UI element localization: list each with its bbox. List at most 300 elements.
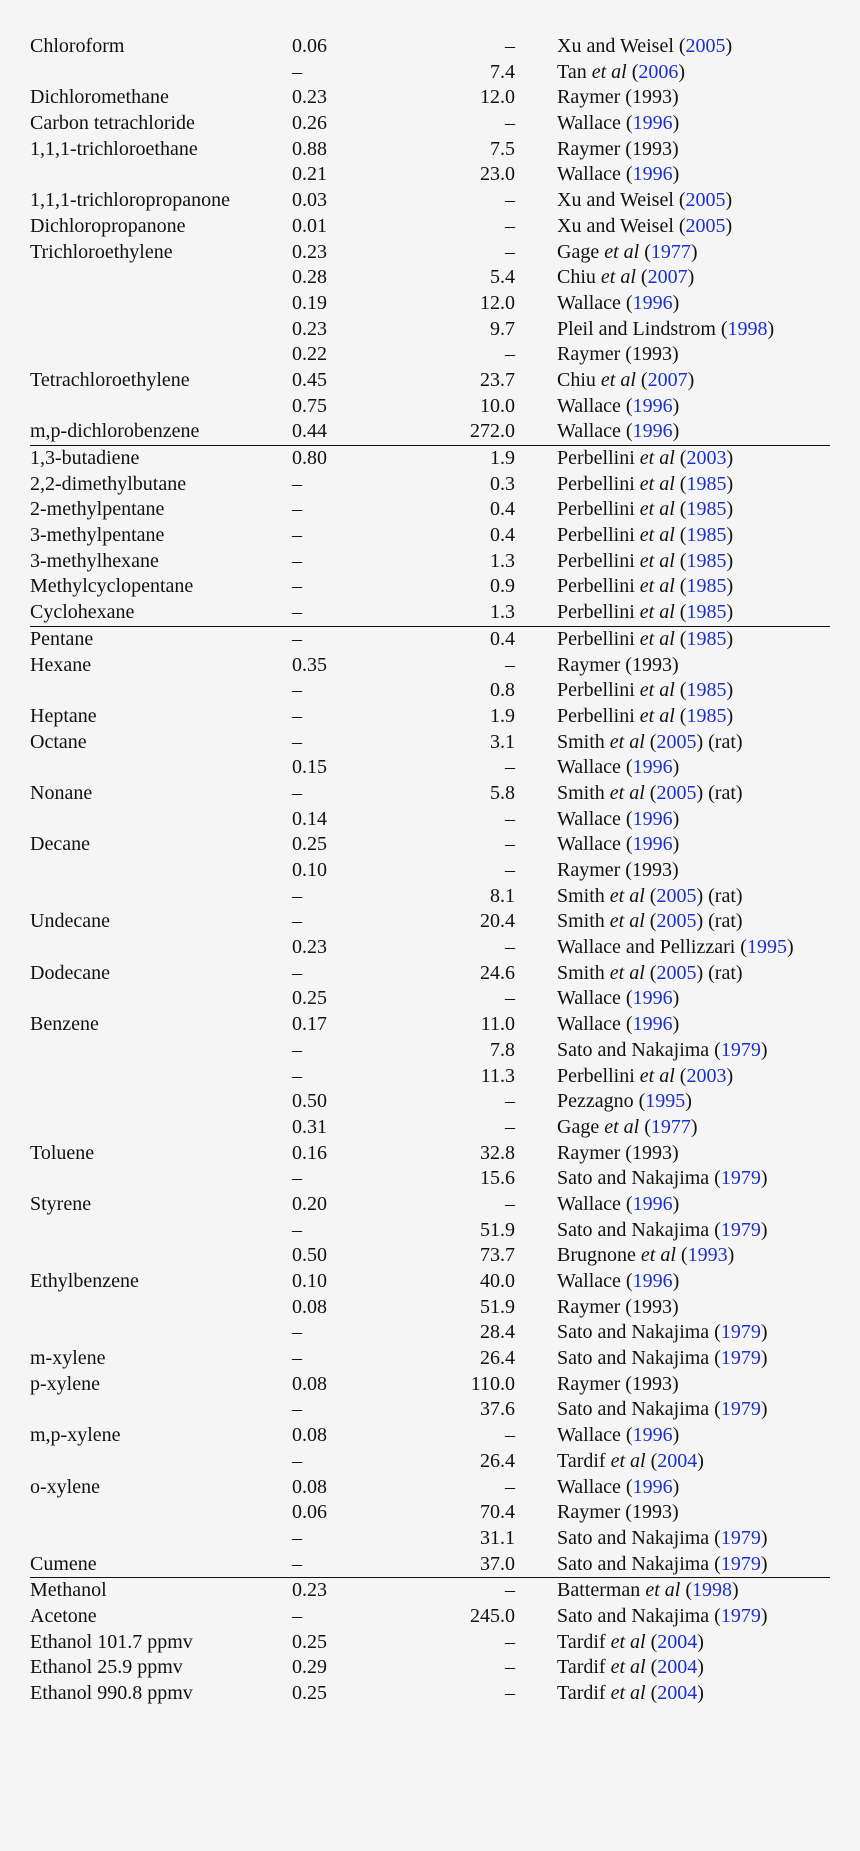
reference-year-link[interactable]: 2005: [685, 35, 726, 57]
reference-year-link[interactable]: 1979: [720, 1526, 761, 1549]
compound-name-cell: Cumene: [30, 1552, 97, 1575]
reference-authors: Wallace (: [557, 394, 633, 417]
reference-year-link[interactable]: 1979: [720, 1321, 761, 1344]
reference-year-link[interactable]: 2004: [657, 1682, 698, 1704]
value-a-cell: 0.26: [292, 112, 327, 135]
reference-cell: [557, 1500, 679, 1526]
reference-authors: Wallace and Pellizzari (: [557, 936, 747, 959]
table-row: [30, 832, 830, 858]
reference-cell: [557, 1320, 768, 1346]
reference-cell: [557, 781, 743, 807]
reference-year-link[interactable]: 1985: [686, 704, 727, 727]
reference-cell: [557, 446, 733, 472]
value-a-cell: 0.28: [292, 266, 327, 289]
reference-year-link[interactable]: 1985: [686, 549, 727, 572]
reference-year-link[interactable]: 1996: [632, 1424, 673, 1447]
reference-et-al: et al: [639, 447, 675, 469]
compound-name-cell: Pentane: [30, 627, 94, 650]
reference-open-paren: (: [674, 679, 687, 702]
reference-cell: [557, 137, 679, 163]
reference-authors: Wallace (: [557, 420, 633, 443]
reference-open-paren: (: [674, 704, 687, 727]
reference-cell: [557, 1295, 679, 1321]
reference-suffix: ): [672, 1424, 680, 1447]
reference-authors: Raymer (1993): [557, 1501, 679, 1524]
table-row: [30, 986, 830, 1012]
reference-suffix: ): [760, 1347, 768, 1370]
table-row: [30, 188, 830, 214]
reference-suffix: ): [760, 1604, 768, 1627]
reference-authors: Raymer (1993): [557, 343, 679, 366]
reference-cell: [557, 472, 733, 498]
reference-open-paren: (: [674, 627, 687, 650]
reference-cell: [557, 653, 679, 679]
value-a-cell: 0.08: [292, 1372, 327, 1395]
reference-year-link[interactable]: 1995: [746, 936, 787, 959]
reference-year-link[interactable]: 1979: [720, 1552, 761, 1575]
value-a-cell: 0.17: [292, 1013, 327, 1036]
reference-year-link[interactable]: 1977: [650, 1115, 691, 1138]
reference-year-link[interactable]: 2005: [656, 730, 697, 753]
compound-name-cell: Methylcyclopentane: [30, 575, 194, 598]
value-a-cell: 0.03: [292, 189, 327, 212]
value-b-cell: 23.7: [480, 368, 515, 391]
reference-open-paren: (: [680, 1579, 692, 1602]
reference-et-al: et al: [639, 498, 675, 521]
reference-authors: Perbellini: [557, 447, 640, 469]
reference-cell: [557, 1372, 679, 1398]
reference-et-al: et al: [640, 1244, 676, 1267]
value-b-cell: 1.9: [490, 704, 515, 727]
reference-suffix: ): [726, 601, 734, 624]
value-b-cell: –: [505, 1579, 515, 1602]
compound-name-cell: Toluene: [30, 1141, 95, 1164]
reference-year-link[interactable]: 2003: [686, 447, 727, 469]
reference-open-paren: (: [645, 1630, 658, 1653]
reference-cell: [557, 1038, 768, 1064]
reference-suffix: ): [687, 368, 695, 391]
compound-name-cell: Dodecane: [30, 961, 110, 984]
reference-year-link[interactable]: 1996: [632, 394, 673, 417]
reference-suffix: ): [726, 524, 734, 547]
value-b-cell: 5.8: [490, 781, 515, 804]
table-row: [30, 1089, 830, 1115]
value-b-cell: 31.1: [480, 1526, 515, 1549]
reference-authors: Perbellini: [557, 704, 640, 727]
reference-authors: Sato and Nakajima (: [557, 1552, 721, 1575]
reference-et-al: et al: [610, 1449, 646, 1472]
value-b-cell: –: [505, 833, 515, 856]
reference-suffix: ): [786, 936, 794, 959]
value-b-cell: 0.4: [490, 627, 515, 650]
reference-cell: [557, 1655, 704, 1681]
table-row: [30, 1372, 830, 1398]
reference-et-al: et al: [609, 730, 645, 753]
reference-year-link[interactable]: 1996: [632, 1192, 673, 1215]
reference-authors: Perbellini: [557, 524, 640, 547]
table-row: [30, 1295, 830, 1321]
table-row: [30, 137, 830, 163]
reference-authors: Perbellini: [557, 627, 640, 650]
compound-name-cell: 2,2-dimethylbutane: [30, 472, 187, 495]
value-b-cell: –: [505, 987, 515, 1010]
value-a-cell: –: [292, 781, 302, 804]
value-a-cell: 0.29: [292, 1656, 327, 1679]
reference-year-link[interactable]: 2004: [657, 1449, 698, 1472]
reference-authors: Chiu: [557, 368, 601, 391]
reference-cell: [557, 419, 679, 445]
reference-year-link[interactable]: 1996: [632, 833, 673, 856]
compound-name-cell: Methanol: [30, 1579, 107, 1602]
value-a-cell: 0.44: [292, 420, 327, 443]
reference-cell: [557, 961, 743, 987]
value-b-cell: 0.8: [490, 679, 515, 702]
reference-authors: Gage: [557, 240, 605, 263]
reference-year-link[interactable]: 1996: [632, 987, 673, 1010]
reference-year-link[interactable]: 1996: [632, 1270, 673, 1292]
reference-year-link[interactable]: 1996: [632, 291, 673, 314]
reference-year-link[interactable]: 2005: [685, 189, 726, 212]
reference-year-link[interactable]: 1996: [632, 112, 673, 135]
compound-name-cell: Ethanol 990.8 ppmv: [30, 1682, 193, 1704]
table-row: [30, 1577, 830, 1604]
value-a-cell: –: [292, 472, 302, 495]
reference-suffix: ): [726, 575, 734, 598]
compound-name-cell: 1,1,1-trichloropropanone: [30, 189, 230, 212]
reference-year-link[interactable]: 1985: [686, 524, 727, 547]
reference-authors: Wallace (: [557, 1192, 633, 1215]
reference-year-link[interactable]: 1996: [632, 1013, 673, 1036]
table-row: [30, 1552, 830, 1578]
reference-authors: Tardif: [557, 1449, 611, 1472]
reference-year-link[interactable]: 1985: [686, 472, 727, 495]
value-a-cell: 0.10: [292, 1270, 327, 1292]
compound-name-cell: Chloroform: [30, 35, 125, 57]
reference-year-link[interactable]: 2007: [647, 266, 688, 289]
table-row: [30, 291, 830, 317]
value-b-cell: 70.4: [480, 1501, 515, 1524]
value-a-cell: 0.80: [292, 447, 327, 469]
value-a-cell: 0.25: [292, 1630, 327, 1653]
reference-suffix: ): [725, 35, 733, 57]
value-b-cell: 3.1: [490, 730, 515, 753]
reference-suffix: ): [672, 163, 680, 186]
reference-year-link[interactable]: 1996: [632, 807, 673, 830]
reference-cell: [557, 935, 794, 961]
reference-et-al: et al: [591, 60, 627, 83]
value-b-cell: 272.0: [470, 420, 515, 443]
value-a-cell: –: [292, 1526, 302, 1549]
reference-et-al: et al: [609, 884, 645, 907]
reference-authors: Pezzagno (: [557, 1090, 646, 1113]
reference-cell: [557, 574, 733, 600]
reference-suffix: ): [672, 112, 680, 135]
reference-year-link[interactable]: 2003: [686, 1064, 727, 1087]
reference-suffix: ): [726, 627, 734, 650]
reference-suffix: ): [760, 1398, 768, 1421]
reference-suffix: ): [697, 1449, 704, 1472]
compound-name-cell: Octane: [30, 730, 87, 753]
reference-year-link[interactable]: 1979: [720, 1038, 761, 1061]
reference-cell: [557, 1681, 704, 1707]
reference-authors: Smith: [557, 910, 610, 933]
reference-year-link[interactable]: 1977: [650, 240, 691, 263]
compound-name-cell: Styrene: [30, 1192, 92, 1215]
value-a-cell: 0.16: [292, 1141, 327, 1164]
reference-authors: Raymer (1993): [557, 137, 679, 160]
reference-suffix: ): [697, 1682, 704, 1704]
reference-year-link[interactable]: 1979: [720, 1398, 761, 1421]
reference-authors: Tan: [557, 60, 592, 83]
value-a-cell: –: [292, 1167, 302, 1190]
reference-et-al: et al: [600, 368, 636, 391]
reference-et-al: et al: [610, 1630, 646, 1653]
reference-authors: Smith: [557, 961, 610, 984]
reference-suffix: ): [697, 1656, 704, 1679]
value-a-cell: –: [292, 1218, 302, 1241]
reference-open-paren: (: [639, 240, 651, 263]
value-b-cell: 7.4: [490, 60, 515, 83]
reference-year-link[interactable]: 1985: [686, 575, 727, 598]
reference-authors: Tardif: [557, 1656, 611, 1679]
reference-suffix: ): [690, 240, 698, 263]
reference-year-link[interactable]: 2004: [657, 1656, 698, 1679]
reference-year-link[interactable]: 1985: [686, 601, 727, 624]
reference-year-link[interactable]: 2004: [657, 1630, 698, 1653]
reference-year-link[interactable]: 1979: [720, 1604, 761, 1627]
reference-cell: [557, 497, 733, 523]
reference-authors: Wallace (: [557, 987, 633, 1010]
value-b-cell: 7.8: [490, 1038, 515, 1061]
reference-year-link[interactable]: 2005: [656, 961, 697, 984]
reference-year-link[interactable]: 1995: [645, 1090, 686, 1113]
reference-et-al: et al: [609, 781, 645, 804]
reference-suffix: ) (rat): [696, 910, 743, 933]
value-a-cell: –: [292, 730, 302, 753]
table-row: [30, 240, 830, 266]
compound-name-cell: Ethanol 25.9 ppmv: [30, 1656, 183, 1679]
value-b-cell: –: [505, 240, 515, 263]
value-b-cell: 1.9: [490, 447, 515, 469]
reference-et-al: et al: [639, 601, 675, 624]
value-b-cell: 0.4: [490, 498, 515, 521]
compound-name-cell: Ethylbenzene: [30, 1270, 139, 1292]
table-row: [30, 1218, 830, 1244]
reference-cell: [557, 755, 679, 781]
value-b-cell: –: [505, 214, 515, 237]
reference-suffix: ): [731, 1579, 739, 1602]
value-a-cell: –: [292, 60, 302, 83]
table-row: [30, 34, 830, 60]
reference-cell: [557, 1630, 704, 1656]
value-a-cell: 0.50: [292, 1244, 327, 1267]
compound-name-cell: 1,3-butadiene: [30, 447, 140, 469]
reference-year-link[interactable]: 2006: [638, 60, 679, 83]
reference-cell: [557, 704, 733, 730]
value-a-cell: –: [292, 679, 302, 702]
value-a-cell: 0.10: [292, 859, 327, 881]
reference-cell: [557, 214, 732, 240]
table-row: [30, 781, 830, 807]
value-a-cell: –: [292, 627, 302, 650]
reference-year-link[interactable]: 2007: [647, 368, 688, 391]
reference-suffix: ): [672, 833, 680, 856]
reference-suffix: ): [726, 549, 734, 572]
table-row: [30, 653, 830, 679]
value-a-cell: –: [292, 1347, 302, 1370]
value-b-cell: 40.0: [480, 1270, 515, 1292]
reference-year-link[interactable]: 1985: [686, 679, 727, 702]
reference-year-link[interactable]: 1996: [632, 1475, 673, 1498]
value-a-cell: 0.75: [292, 394, 327, 417]
reference-authors: Smith: [557, 781, 610, 804]
reference-open-paren: (: [635, 266, 648, 289]
reference-year-link[interactable]: 2005: [656, 884, 697, 907]
reference-suffix: ) (rat): [696, 884, 743, 907]
reference-open-paren: (: [675, 1244, 688, 1267]
table-row: [30, 445, 830, 472]
reference-authors: Sato and Nakajima (: [557, 1604, 721, 1627]
reference-cell: [557, 111, 679, 137]
table-row: [30, 317, 830, 343]
reference-suffix: ): [726, 447, 734, 469]
reference-year-link[interactable]: 1979: [720, 1347, 761, 1370]
value-a-cell: –: [292, 1064, 302, 1087]
value-b-cell: 37.0: [480, 1552, 515, 1575]
reference-year-link[interactable]: 1985: [686, 627, 727, 650]
value-b-cell: 8.1: [490, 884, 515, 907]
value-b-cell: 110.0: [470, 1372, 515, 1395]
reference-cell: [557, 523, 733, 549]
value-b-cell: –: [505, 1630, 515, 1653]
reference-cell: [557, 627, 733, 653]
table-row: [30, 1064, 830, 1090]
value-b-cell: 10.0: [480, 394, 515, 417]
table-row: [30, 858, 830, 884]
table-row: [30, 523, 830, 549]
reference-cell: [557, 1141, 679, 1167]
reference-cell: [557, 1449, 704, 1475]
table-row: [30, 755, 830, 781]
reference-suffix: ) (rat): [696, 730, 743, 753]
reference-year-link[interactable]: 1996: [632, 420, 673, 443]
table-row: [30, 1038, 830, 1064]
value-b-cell: –: [505, 653, 515, 676]
reference-cell: [557, 240, 698, 266]
table-row: [30, 549, 830, 575]
table-row: [30, 574, 830, 600]
reference-authors: Wallace (: [557, 807, 633, 830]
reference-year-link[interactable]: 2005: [656, 910, 697, 933]
reference-authors: Raymer (1993): [557, 653, 679, 676]
reference-suffix: ): [726, 472, 734, 495]
compound-name-cell: m,p-xylene: [30, 1424, 121, 1447]
reference-open-paren: (: [674, 1064, 687, 1087]
value-b-cell: –: [505, 859, 515, 881]
reference-authors: Wallace (: [557, 756, 633, 779]
reference-cell: [557, 1192, 679, 1218]
value-a-cell: 0.25: [292, 833, 327, 856]
reference-authors: Gage: [557, 1115, 605, 1138]
reference-year-link[interactable]: 1998: [691, 1579, 732, 1602]
reference-authors: Sato and Nakajima (: [557, 1398, 721, 1421]
reference-suffix: ): [760, 1321, 768, 1344]
table-row: [30, 394, 830, 420]
value-b-cell: 7.5: [490, 137, 515, 160]
reference-year-link[interactable]: 1996: [632, 163, 673, 186]
reference-cell: [557, 60, 685, 86]
value-a-cell: 0.15: [292, 756, 327, 779]
compound-name-cell: m,p-dichlorobenzene: [30, 420, 200, 443]
reference-year-link[interactable]: 1996: [632, 756, 673, 779]
table-row: [30, 1115, 830, 1141]
compound-name-cell: Tetrachloroethylene: [30, 368, 190, 391]
value-b-cell: –: [505, 1115, 515, 1138]
table-row: [30, 214, 830, 240]
value-a-cell: –: [292, 1038, 302, 1061]
reference-et-al: et al: [639, 704, 675, 727]
reference-year-link[interactable]: 1979: [720, 1167, 761, 1190]
reference-year-link[interactable]: 2005: [656, 781, 697, 804]
reference-cell: [557, 600, 733, 626]
value-a-cell: 0.14: [292, 807, 327, 830]
table-row: [30, 1397, 830, 1423]
table-row: [30, 497, 830, 523]
value-b-cell: 51.9: [480, 1218, 515, 1241]
reference-et-al: et al: [610, 1682, 646, 1704]
reference-authors: Wallace (: [557, 1270, 633, 1292]
reference-open-paren: (: [644, 884, 657, 907]
value-b-cell: 37.6: [480, 1398, 515, 1421]
value-a-cell: 0.20: [292, 1192, 327, 1215]
value-b-cell: 0.3: [490, 472, 515, 495]
reference-year-link[interactable]: 1998: [727, 317, 768, 340]
value-a-cell: –: [292, 1398, 302, 1421]
reference-year-link[interactable]: 1985: [686, 498, 727, 521]
reference-cell: [557, 34, 732, 60]
reference-cell: [557, 1475, 679, 1501]
table-row: [30, 368, 830, 394]
reference-et-al: et al: [645, 1579, 681, 1602]
reference-authors: Sato and Nakajima (: [557, 1347, 721, 1370]
reference-year-link[interactable]: 1979: [720, 1218, 761, 1241]
value-a-cell: 0.88: [292, 137, 327, 160]
reference-cell: [557, 1243, 734, 1269]
value-a-cell: 0.08: [292, 1475, 327, 1498]
reference-suffix: ) (rat): [696, 781, 743, 804]
reference-suffix: ): [760, 1552, 768, 1575]
value-b-cell: 20.4: [480, 910, 515, 933]
value-a-cell: 0.19: [292, 291, 327, 314]
value-b-cell: –: [505, 756, 515, 779]
table-row: [30, 1141, 830, 1167]
reference-suffix: ): [672, 756, 680, 779]
reference-suffix: ): [672, 1013, 680, 1036]
compound-name-cell: Cyclohexane: [30, 601, 135, 624]
reference-year-link[interactable]: 1993: [687, 1244, 728, 1267]
reference-suffix: ): [672, 987, 680, 1010]
reference-year-link[interactable]: 2005: [685, 214, 726, 237]
reference-cell: [557, 549, 733, 575]
reference-suffix: ): [760, 1526, 768, 1549]
reference-authors: Sato and Nakajima (: [557, 1321, 721, 1344]
compound-name-cell: p-xylene: [30, 1372, 100, 1395]
value-b-cell: –: [505, 1192, 515, 1215]
table-row: [30, 1012, 830, 1038]
reference-cell: [557, 317, 774, 343]
value-b-cell: –: [505, 1424, 515, 1447]
value-a-cell: 0.23: [292, 86, 327, 109]
